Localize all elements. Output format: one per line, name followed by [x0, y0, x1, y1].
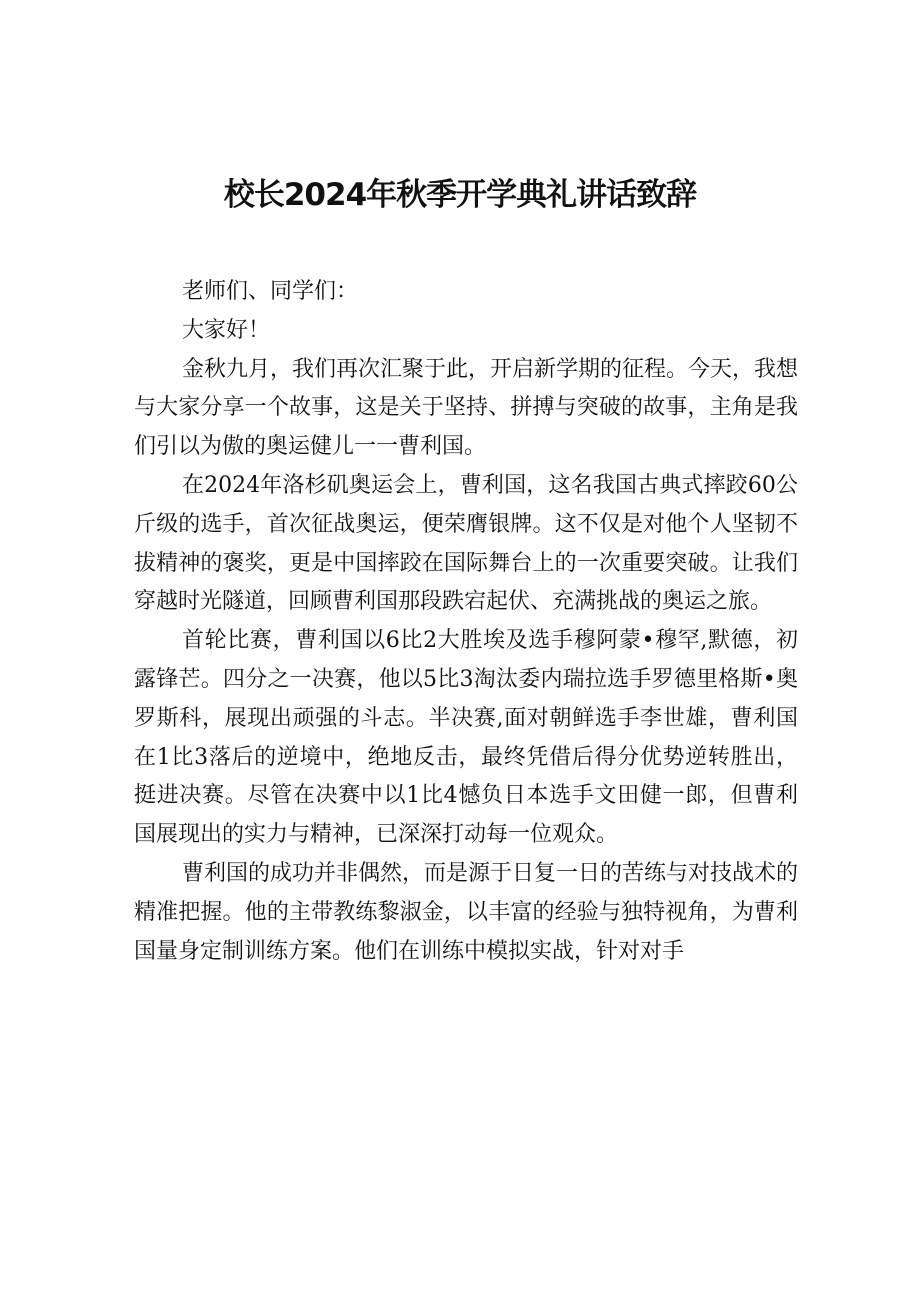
- greeting-paragraph: 大家好！: [182, 317, 271, 343]
- document-title: 校长2024年秋季开学典礼讲话致辞: [223, 177, 697, 213]
- body-paragraph: 首轮比赛，曹利国以6比2大胜埃及选手穆阿蒙•穆罕,默德，初露锋芒。四分之一决赛，他以5比3淘汰委内瑞拉选手罗德里格斯•奥罗斯科，展现出顽强的斗志。半决赛,面对朝鲜选手李世雄，曹利国在1比3落后的逆境中，绝地反击，最终凭借后得分优势逆转胜出，挺进决赛。尽管在决赛中以1比4憾负日本选手文田健一郎，但曹利国展现出的实力与精神，已深深打动每一位观众。: [134, 628, 798, 848]
- body-paragraph: 金秋九月，我们再次汇聚于此，开启新学期的征程。今天，我想与大家分享一个故事，这是关于坚持、拼搏与突破的故事，主角是我们引以为傲的奥运健儿一一曹利国。: [134, 356, 799, 460]
- body-paragraph: 在2024年洛杉矶奥运会上，曹利国，这名我国古典式摔跤60公斤级的选手，首次征战奥运，便荣膺银牌。这不仅是对他个人坚韧不拔精神的褒奖，更是中国摔跤在国际舞台上的一次重要突破。让我们穿越时光隧道，回顾曹利国那段跌宕起伏、充满挑战的奥运之旅。: [134, 472, 798, 615]
- body-paragraph: 曹利国的成功并非偶然，而是源于日复一日的苦练与对技战术的精准把握。他的主带教练黎淑金，以丰富的经验与独特视角，为曹利国量身定制训练方案。他们在训练中模拟实战，针对对手: [134, 860, 799, 964]
- salutation-paragraph: 老师们、同学们：: [182, 279, 359, 304]
- document-body: [134, 273, 798, 971]
